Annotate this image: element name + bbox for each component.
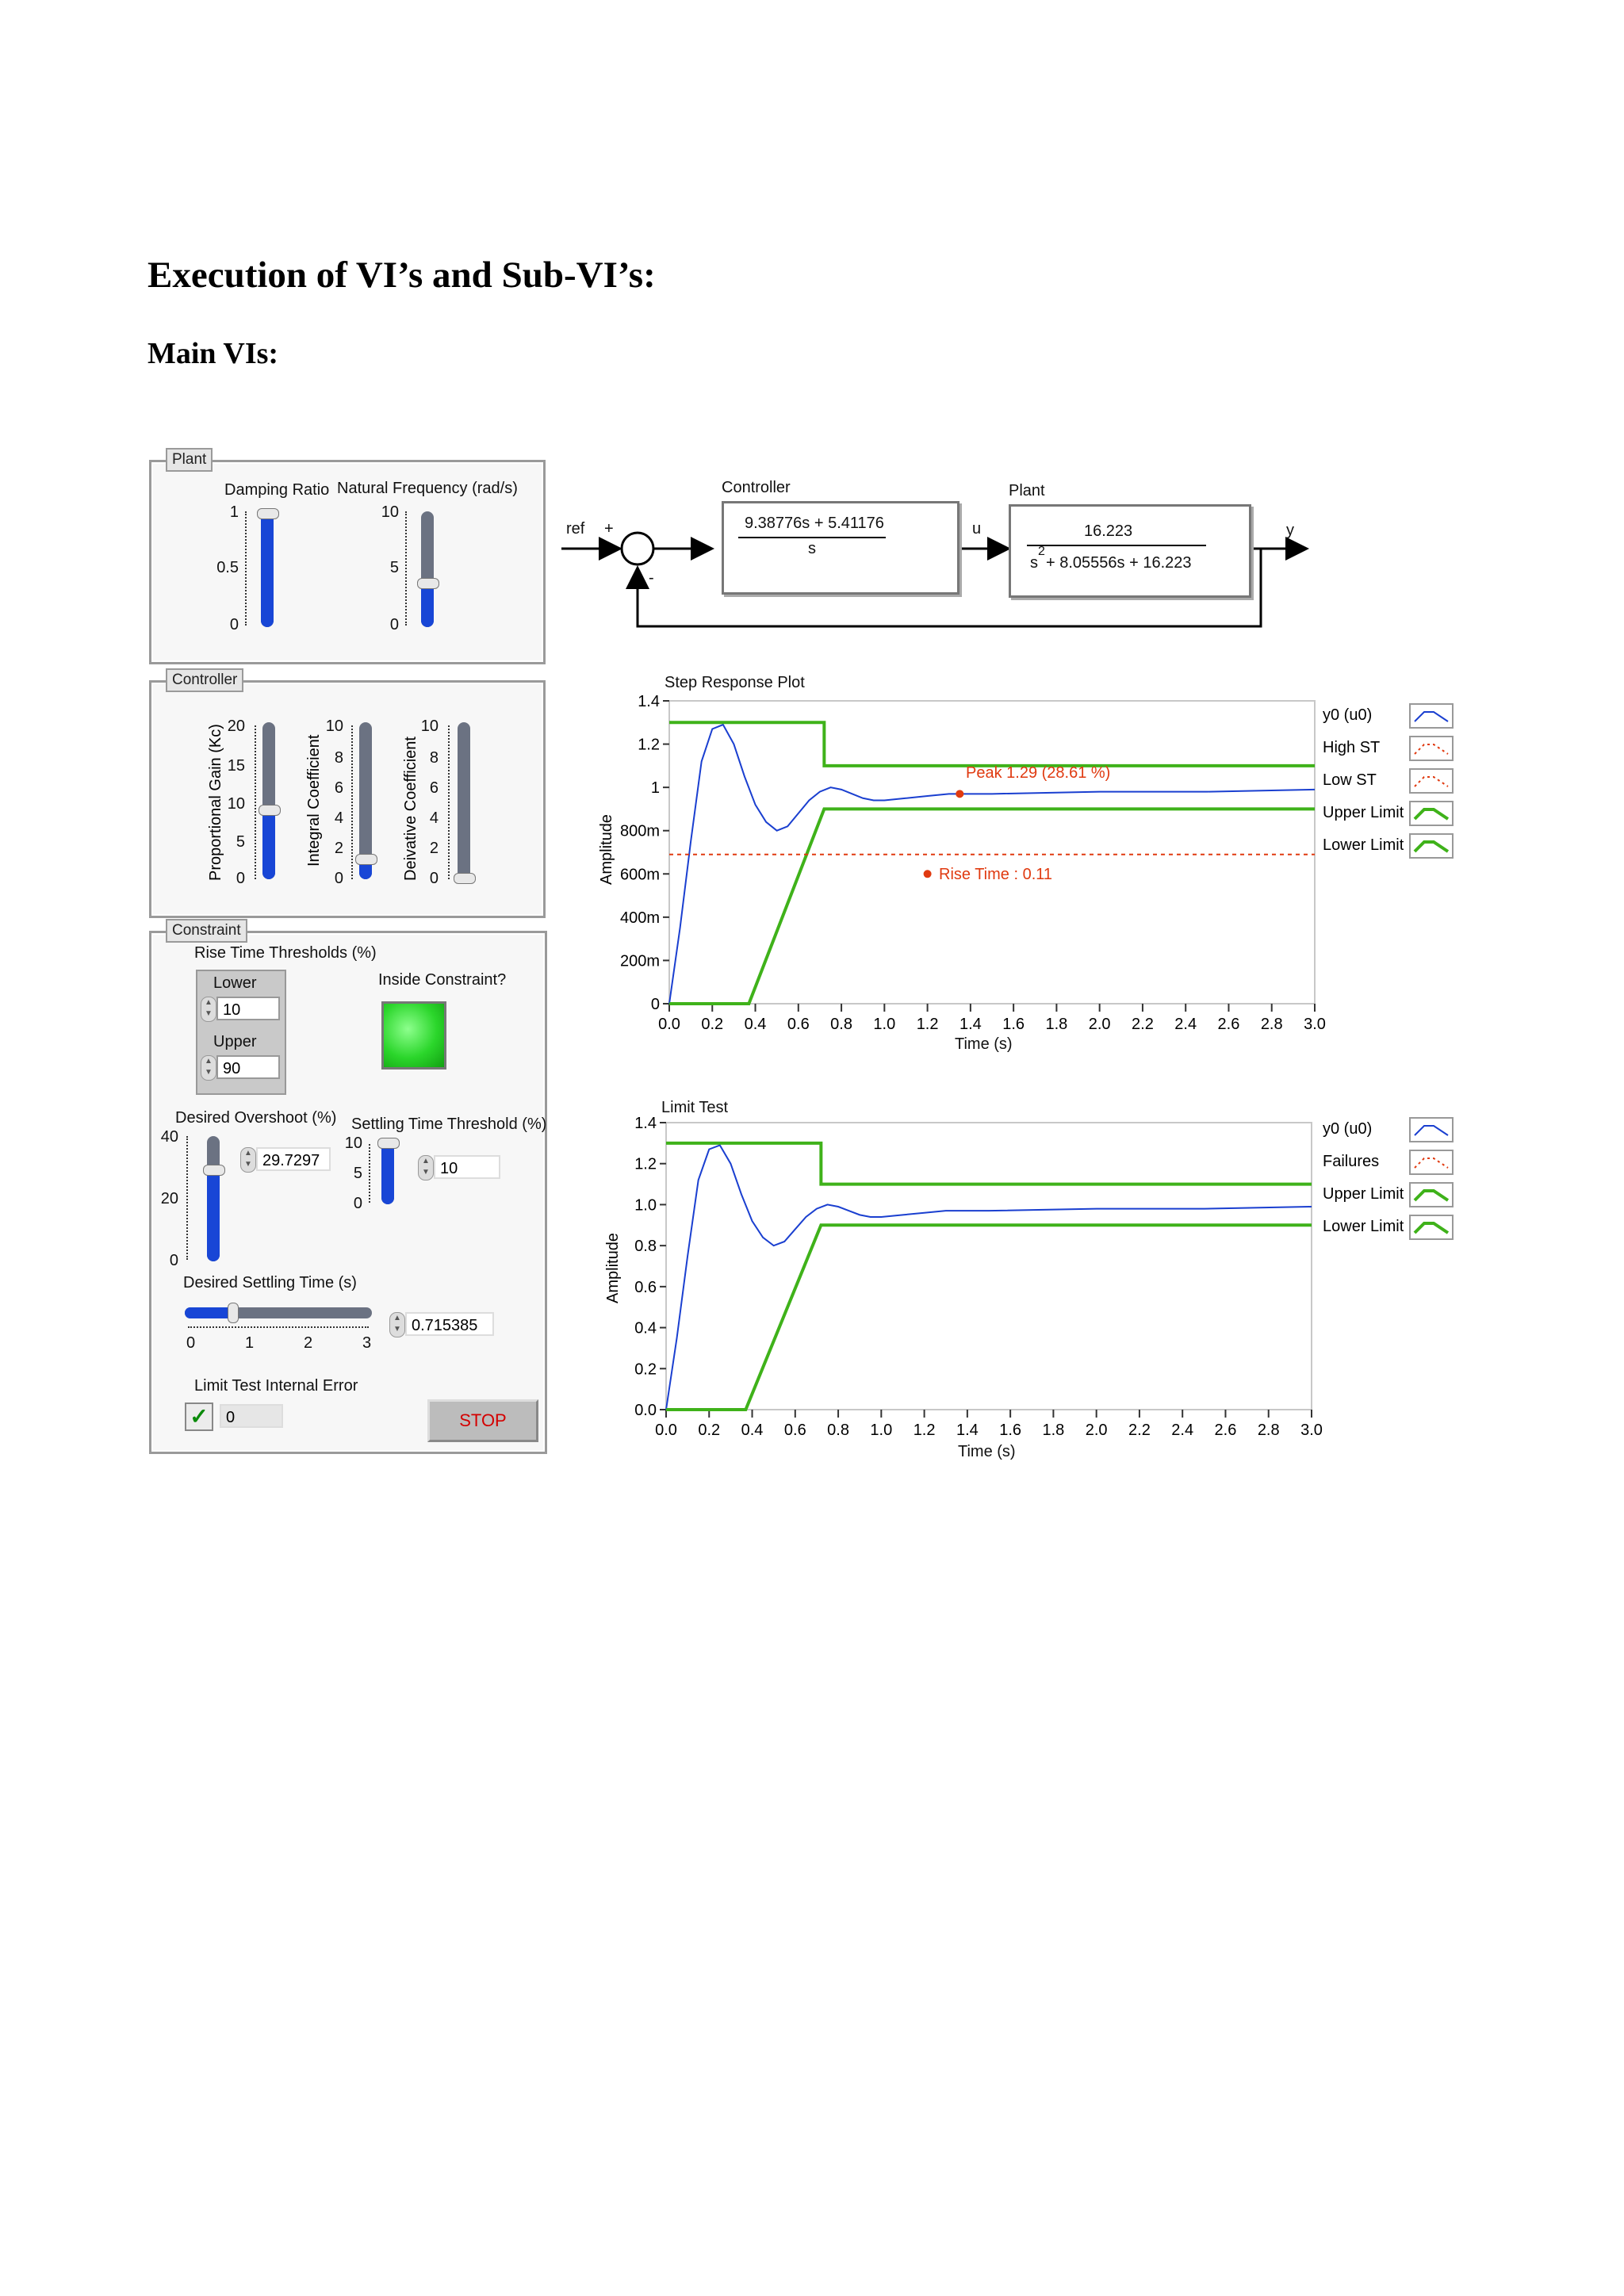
rise-time-annotation: Rise Time : 0.11: [939, 866, 1053, 883]
controller-block[interactable]: [722, 501, 959, 595]
rise-time-thresholds-label: Rise Time Thresholds (%): [194, 944, 377, 962]
y-tick-label: 0.4: [634, 1319, 657, 1337]
sth-tick: 0: [353, 1195, 362, 1212]
proportional-gain-label: Proportional Gain (Kc): [207, 724, 224, 881]
sth-tick: 10: [344, 1135, 362, 1152]
x-tick-label: 3.0: [1300, 1422, 1323, 1439]
x-tick-label: 0.6: [787, 1016, 810, 1033]
kc-tick: 0: [236, 870, 245, 887]
ki-tick: 6: [334, 779, 343, 797]
settling-tick: 2: [304, 1334, 313, 1352]
x-tick-label: 2.4: [1174, 1016, 1197, 1033]
overshoot-thumb[interactable]: [203, 1165, 225, 1176]
plant-den-exponent: 2: [1038, 545, 1045, 558]
freq-thumb[interactable]: [417, 578, 439, 589]
constraint-panel-title: Constraint: [166, 919, 247, 943]
freq-track: [421, 511, 434, 627]
legend-label: Failures: [1323, 1153, 1380, 1170]
controller-panel-title: Controller: [166, 668, 243, 692]
x-tick-label: 1.2: [916, 1016, 939, 1033]
inside-constraint-led: [381, 1001, 446, 1070]
settling-tick: 0: [186, 1334, 196, 1352]
legend-label: Lower Limit: [1323, 836, 1404, 854]
lower-threshold-input[interactable]: 10: [216, 997, 280, 1020]
settling-tick: 1: [245, 1334, 255, 1352]
kd-track: [458, 722, 470, 879]
kc-tick: 5: [236, 833, 245, 851]
kd-tick: 2: [429, 840, 439, 857]
x-tick-label: 2.8: [1257, 1422, 1280, 1439]
plant-den-rest: + 8.05556s + 16.223: [1046, 554, 1192, 572]
settling-threshold-label: Settling Time Threshold (%): [351, 1115, 547, 1133]
sth-tick: 5: [353, 1165, 362, 1182]
x-tick-label: 1.6: [1002, 1016, 1025, 1033]
damping-fill: [261, 511, 274, 627]
kc-tick: 20: [227, 718, 245, 735]
legend-label: y0 (u0): [1323, 1120, 1373, 1138]
overshoot-spinner[interactable]: ▲ ▼: [240, 1147, 256, 1173]
y-tick-label: 0.0: [634, 1402, 657, 1419]
limit-test-plot: [579, 1094, 1467, 1475]
sth-fill: [381, 1141, 394, 1204]
natural-frequency-label: Natural Frequency (rad/s): [337, 480, 518, 497]
upper-label: Upper: [213, 1033, 257, 1050]
ki-tick: 4: [334, 809, 343, 827]
settling-tick: 3: [362, 1334, 372, 1352]
ki-thumb[interactable]: [355, 854, 377, 865]
kc-scale: [248, 725, 256, 879]
desired-overshoot-input[interactable]: 29.7297: [256, 1147, 331, 1171]
ref-label: ref: [566, 520, 585, 538]
plant-den-s: s: [1030, 554, 1038, 572]
x-tick-label: 0.8: [830, 1016, 852, 1033]
x-tick-label: 2.6: [1217, 1016, 1240, 1033]
summing-junction: [622, 533, 653, 564]
damping-tick: 0.5: [216, 559, 239, 576]
y-tick-label: 1.4: [634, 1115, 657, 1132]
settling-threshold-input[interactable]: 10: [434, 1155, 500, 1179]
legend-label: High ST: [1323, 739, 1381, 756]
x-tick-label: 1.4: [956, 1422, 979, 1439]
damping-tick: 1: [229, 503, 239, 521]
legend-label: Lower Limit: [1323, 1218, 1404, 1235]
x-tick-label: 1.4: [959, 1016, 982, 1033]
sth-track: [381, 1141, 394, 1204]
x-tick-label: 1.6: [999, 1422, 1022, 1439]
y-tick-label: 1.2: [638, 736, 660, 754]
peak-annotation: Peak 1.29 (28.61 %): [966, 764, 1111, 782]
x-tick-label: 2.2: [1128, 1422, 1151, 1439]
y-tick-label: 1: [650, 779, 660, 798]
legend-swatch: [1410, 1215, 1453, 1239]
limit-error-label: Limit Test Internal Error: [194, 1377, 358, 1395]
legend-label: Low ST: [1323, 771, 1377, 789]
stop-button[interactable]: STOP: [427, 1399, 538, 1442]
inside-constraint-label: Inside Constraint?: [378, 971, 507, 989]
step-plot-ylabel: Amplitude: [598, 814, 615, 885]
x-tick-label: 2.8: [1260, 1016, 1283, 1033]
y-tick-label: 0.6: [634, 1278, 657, 1296]
upper-spinner[interactable]: ▲ ▼: [201, 1055, 216, 1081]
step-plot-title: Step Response Plot: [665, 674, 805, 691]
legend-swatch: [1410, 1150, 1453, 1174]
legend-label: Upper Limit: [1323, 804, 1404, 821]
limit-plot-xlabel: Time (s): [958, 1443, 1016, 1460]
kc-tick: 10: [227, 795, 245, 813]
legend-swatch: [1410, 1118, 1453, 1142]
kc-tick: 15: [227, 757, 245, 775]
settling-thumb[interactable]: [228, 1303, 239, 1323]
x-tick-label: 1.8: [1045, 1016, 1068, 1033]
derivative-coefficient-label: Deivative Coefficient: [402, 737, 419, 881]
ki-tick: 2: [334, 840, 343, 857]
legend-swatch: [1410, 834, 1453, 858]
y-tick-label: 1.0: [634, 1196, 657, 1215]
kc-track: [262, 722, 275, 879]
limit-plot-ylabel: Amplitude: [604, 1233, 622, 1303]
overshoot-tick: 20: [160, 1190, 178, 1207]
ki-tick: 8: [334, 749, 343, 767]
overshoot-fill: [207, 1169, 220, 1261]
y-tick-label: 1.2: [634, 1155, 657, 1173]
document-heading: Execution of VI’s and Sub-VI’s:: [147, 254, 656, 296]
annotation-marker: [956, 790, 963, 798]
kd-tick: 0: [429, 870, 439, 887]
x-tick-label: 2.4: [1171, 1422, 1194, 1439]
limit-error-code: 0: [220, 1404, 283, 1428]
document-subheading: Main VIs:: [147, 337, 279, 370]
x-tick-label: 2.0: [1088, 1016, 1111, 1033]
y-tick-label: 800m: [619, 822, 660, 840]
desired-overshoot-label: Desired Overshoot (%): [175, 1109, 337, 1127]
lower-spinner[interactable]: ▲ ▼: [201, 997, 216, 1022]
rise-time-thresholds-cluster: [196, 970, 286, 1095]
x-tick-label: 1.8: [1042, 1422, 1065, 1439]
settling-threshold-spinner[interactable]: ▲ ▼: [418, 1155, 434, 1181]
overshoot-tick: 0: [169, 1252, 178, 1269]
limit-plot-area[interactable]: [579, 1094, 1467, 1475]
kd-scale: [442, 725, 450, 879]
plant-panel-title: Plant: [166, 448, 213, 472]
freq-tick: 10: [381, 503, 399, 521]
damping-ratio-label: Damping Ratio: [224, 481, 330, 499]
legend-swatch: [1410, 704, 1453, 728]
kd-thumb[interactable]: [454, 873, 476, 884]
block-diagram: [555, 468, 1316, 642]
settling-track: [185, 1307, 372, 1318]
annotation-marker: [924, 870, 932, 878]
y-tick-label: 200m: [619, 952, 660, 970]
legend-label: Upper Limit: [1323, 1185, 1404, 1203]
controller-fraction-bar: [738, 537, 886, 538]
freq-scale: [399, 511, 407, 626]
step-plot-xlabel: Time (s): [955, 1035, 1013, 1053]
legend-label: y0 (u0): [1323, 706, 1373, 724]
x-tick-label: 2.6: [1214, 1422, 1237, 1439]
x-tick-label: 1.0: [870, 1422, 893, 1439]
plant-panel: [149, 451, 546, 664]
y-tick-label: 1.4: [638, 693, 660, 710]
x-tick-label: 0.2: [698, 1422, 721, 1439]
sth-thumb[interactable]: [377, 1138, 400, 1149]
controller-denominator: s: [808, 540, 816, 557]
damping-tick: 0: [229, 616, 239, 633]
integral-coefficient-label: Integral Coefficient: [305, 734, 323, 867]
legend-swatch: [1410, 769, 1453, 793]
x-tick-label: 0.6: [783, 1422, 806, 1439]
legend-swatch: [1410, 802, 1453, 825]
damping-scale: [239, 511, 247, 626]
kd-tick: 8: [429, 749, 439, 767]
x-tick-label: 0.0: [658, 1016, 680, 1033]
x-tick-label: 1.0: [873, 1016, 896, 1033]
x-tick-label: 0.4: [744, 1016, 767, 1033]
x-tick-label: 0.0: [655, 1422, 677, 1439]
plant-fraction-bar: [1027, 545, 1206, 546]
y-tick-label: 0.2: [634, 1360, 657, 1379]
step-response-plot: [579, 671, 1467, 1067]
y-tick-label: 0: [650, 996, 660, 1013]
x-tick-label: 0.8: [827, 1422, 849, 1439]
controller-numerator: 9.38776s + 5.41176: [745, 515, 884, 532]
overshoot-track: [207, 1136, 220, 1261]
minus-sign: -: [649, 569, 654, 587]
kd-tick: 10: [420, 718, 439, 735]
y-tick-label: 0.8: [634, 1238, 657, 1256]
plus-sign: +: [604, 520, 614, 538]
damping-thumb[interactable]: [257, 508, 279, 519]
y-tick-label: 400m: [619, 909, 660, 927]
ki-tick: 10: [325, 718, 343, 735]
settling-scale: [188, 1326, 369, 1334]
lower-label: Lower: [213, 974, 257, 992]
damping-track: [261, 511, 274, 627]
settling-spinner[interactable]: ▲ ▼: [389, 1312, 405, 1337]
x-tick-label: 1.2: [913, 1422, 936, 1439]
constraint-panel: [149, 922, 547, 1454]
upper-threshold-input[interactable]: 90: [216, 1055, 280, 1079]
x-tick-label: 2.0: [1085, 1422, 1108, 1439]
kd-tick: 6: [429, 779, 439, 797]
x-tick-label: 3.0: [1304, 1016, 1326, 1033]
x-tick-label: 0.2: [701, 1016, 724, 1033]
ki-tick: 0: [334, 870, 343, 887]
desired-settling-input[interactable]: 0.715385: [405, 1312, 494, 1336]
freq-tick: 0: [389, 616, 399, 633]
desired-settling-label: Desired Settling Time (s): [183, 1274, 357, 1292]
u-label: u: [972, 520, 982, 538]
y-tick-label: 600m: [619, 866, 660, 884]
y-label: y: [1286, 522, 1294, 539]
controller-panel: [149, 672, 546, 918]
overshoot-tick: 40: [160, 1128, 178, 1146]
overshoot-scale: [180, 1136, 188, 1260]
kc-thumb[interactable]: [259, 805, 281, 816]
controller-block-title: Controller: [722, 479, 791, 496]
sth-scale: [362, 1144, 370, 1203]
plant-block-title: Plant: [1009, 482, 1045, 499]
limit-plot-title: Limit Test: [661, 1099, 729, 1116]
ki-scale: [345, 725, 353, 879]
legend-swatch: [1410, 737, 1453, 760]
x-tick-label: 0.4: [741, 1422, 764, 1439]
kd-tick: 4: [429, 809, 439, 827]
legend-swatch: [1410, 1183, 1453, 1207]
ki-track: [359, 722, 372, 879]
plant-block[interactable]: [1009, 504, 1251, 598]
x-tick-label: 2.2: [1132, 1016, 1154, 1033]
freq-tick: 5: [389, 559, 399, 576]
settling-fill: [185, 1307, 232, 1318]
limit-error-checkbox[interactable]: ✓: [185, 1402, 213, 1431]
kc-fill: [262, 806, 275, 879]
plant-numerator: 16.223: [1084, 522, 1133, 540]
